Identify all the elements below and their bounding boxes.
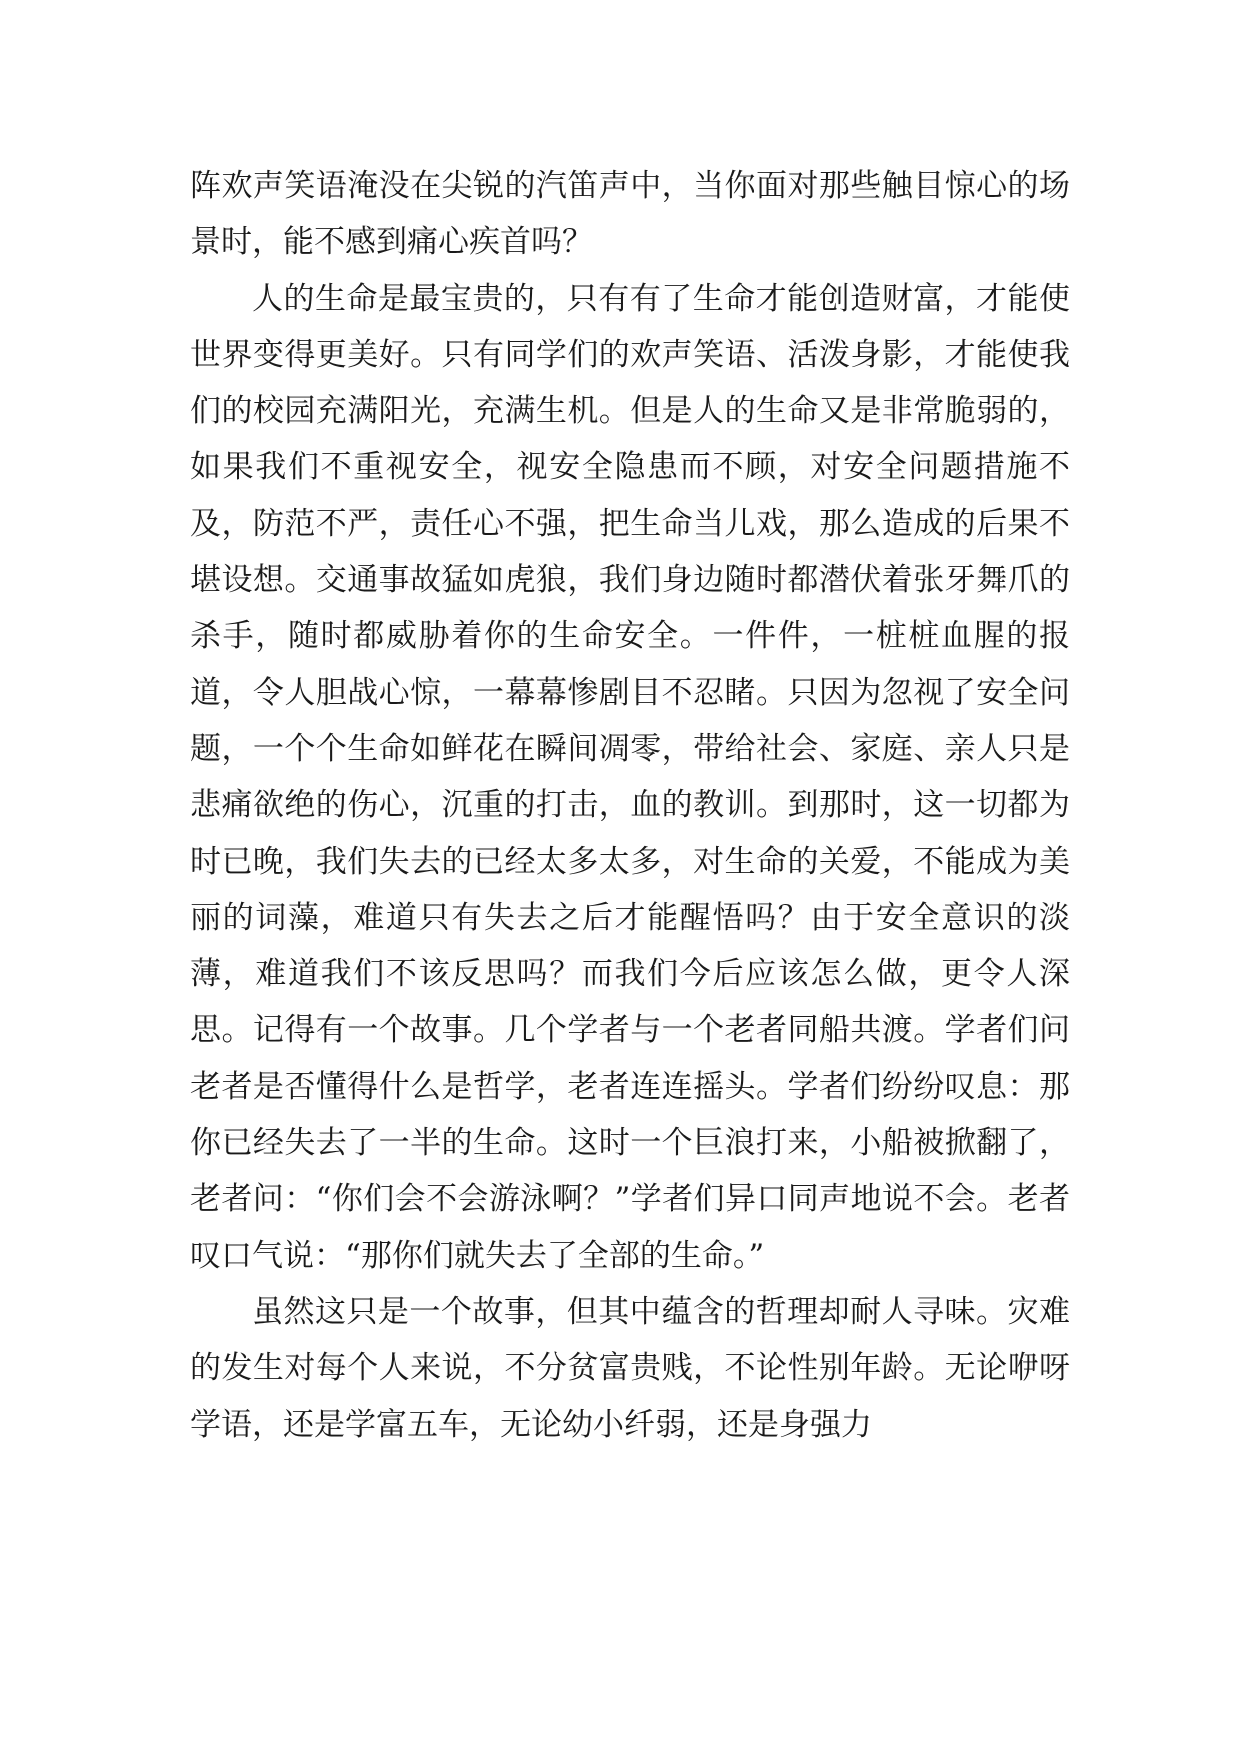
paragraph-life-precious: 人的生命是最宝贵的，只有有了生命才能创造财富，才能使世界变得更美好。只有同学们的欢声笑语、活泼身影，才能使我们的校园充满阳光，充满生机。但是人的生命又是非常脆弱的，如果我们不重视安全，视安全隐患而不顾，对安全问题措施不及，防范不严，责任心不强，把生命当儿戏，那么造成的后果不堪设想。交通事故猛如虎狼，我们身边随时都潜伏着张牙舞爪的杀手，随时都威胁着你的生命安全。一件件，一桩桩血腥的报道，令人胆战心惊，一幕幕惨剧目不忍睹。只因为忽视了安全问题，一个个生命如鲜花在瞬间凋零，带给社会、家庭、亲人只是悲痛欲绝的伤心，沉重的打击，血的教训。到那时，这一切都为时已晚，我们失去的已经太多太多，对生命的关爱，不能成为美丽的词藻，难道只有失去之后才能醒悟吗？由于安全意识的淡薄，难道我们不该反思吗？而我们今后应该怎么做，更令人深思。记得有一个故事。几个学者与一个老者同船共渡。学者们问老者是否懂得什么是哲学，老者连连摇头。学者们纷纷叹息：那你已经失去了一半的生命。这时一个巨浪打来，小船被掀翻了，老者问：“你们会不会游泳啊？”学者们异口同声地说不会。老者叹口气说：“那你们就失去了全部的生命。” [190, 280, 1070, 1274]
paragraph-story-moral: 虽然这只是一个故事，但其中蕴含的哲理却耐人寻味。灾难的发生对每个人来说，不分贫富贵贱，不论性别年龄。无论咿呀学语，还是学富五车，无论幼小纤弱，还是身强力 [190, 1293, 1070, 1443]
paragraph-continuation: 阵欢声笑语淹没在尖锐的汽笛声中，当你面对那些触目惊心的场景时，能不感到痛心疾首吗？ [190, 168, 1070, 261]
body-text [190, 158, 1070, 1453]
